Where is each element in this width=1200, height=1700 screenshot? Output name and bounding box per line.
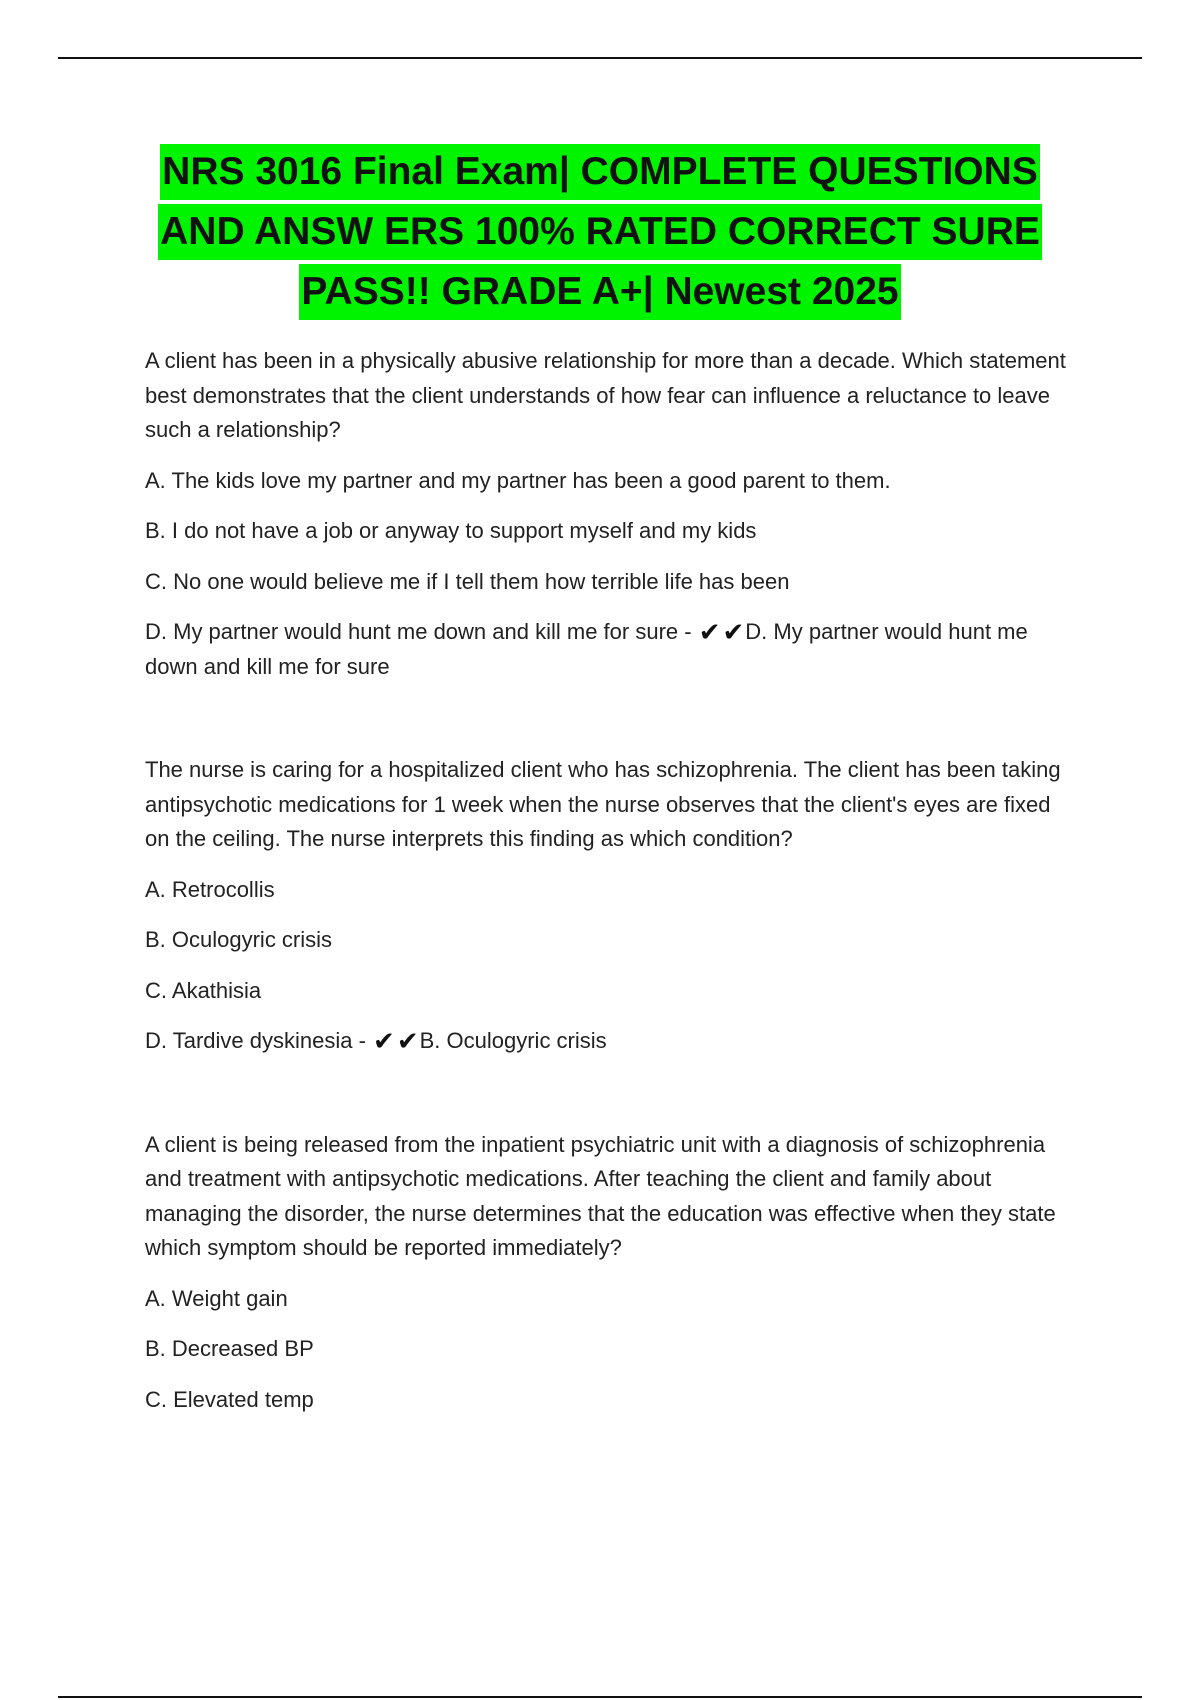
question-block-2 [145, 753, 1080, 1059]
check-icon: ✔ [396, 1027, 419, 1057]
question-block-3 [145, 1128, 1080, 1418]
option-a: A. Retrocollis [145, 876, 275, 902]
question-prompt: A client is being released from the inpatient psychiatric unit with a diagnosis of schizophrenia and treatment with antipsychotic medications. After teaching the client and family about managing the disorder, the nurse determines that the education was effective when they state which symptom should be reported immediately? [145, 1131, 1056, 1260]
option-d: D. My partner would hunt me down and kill me for sure - [145, 619, 692, 644]
option-c: C. Elevated temp [145, 1386, 314, 1412]
option-b: B. I do not have a job or anyway to support myself and my kids [145, 518, 757, 543]
option-d-with-answer [145, 1024, 1080, 1059]
option-b: B. Oculogyric crisis [145, 927, 333, 952]
option-c: C. Akathisia [145, 977, 262, 1003]
option-b: B. Decreased BP [145, 1336, 314, 1361]
title-line-3: PASS!! GRADE A+| Newest 2025 [0, 264, 1200, 324]
title-line-2: AND ANSW ERS 100% RATED CORRECT SURE [0, 204, 1200, 264]
check-icon: ✔ [722, 618, 745, 648]
option-c: C. No one would believe me if I tell them how terrible life has been [145, 568, 790, 594]
document-title [0, 144, 1200, 324]
question-prompt: A client has been in a physically abusive relationship for more than a decade. Which statement best demonstrates that the client understands of how fear can influence a reluctance to leave such a relationship? [145, 348, 1066, 442]
option-d: D. Tardive dyskinesia - [145, 1028, 366, 1053]
document-body [145, 344, 1080, 1486]
title-line-1: NRS 3016 Final Exam| COMPLETE QUESTIONS [0, 144, 1200, 204]
option-d-with-answer [145, 615, 1080, 684]
bottom-rule [58, 1696, 1142, 1698]
check-icon: ✔ [698, 618, 721, 648]
option-a: A. Weight gain [145, 1285, 288, 1311]
question-prompt: The nurse is caring for a hospitalized client who has schizophrenia. The client has been taking antipsychotic medications for 1 week when the nurse observes that the client's eyes are fixed on the ceiling. The nurse interprets this finding as which condition? [145, 757, 1061, 851]
correct-answer: D. My partner would hunt me down and kill me for sure [145, 619, 1028, 679]
check-icon: ✔ [373, 1027, 395, 1057]
top-rule [58, 57, 1142, 59]
option-a: A. The kids love my partner and my partner has been a good parent to them. [145, 467, 891, 493]
question-block-1 [145, 344, 1080, 684]
correct-answer: B. Oculogyric crisis [419, 1028, 607, 1053]
